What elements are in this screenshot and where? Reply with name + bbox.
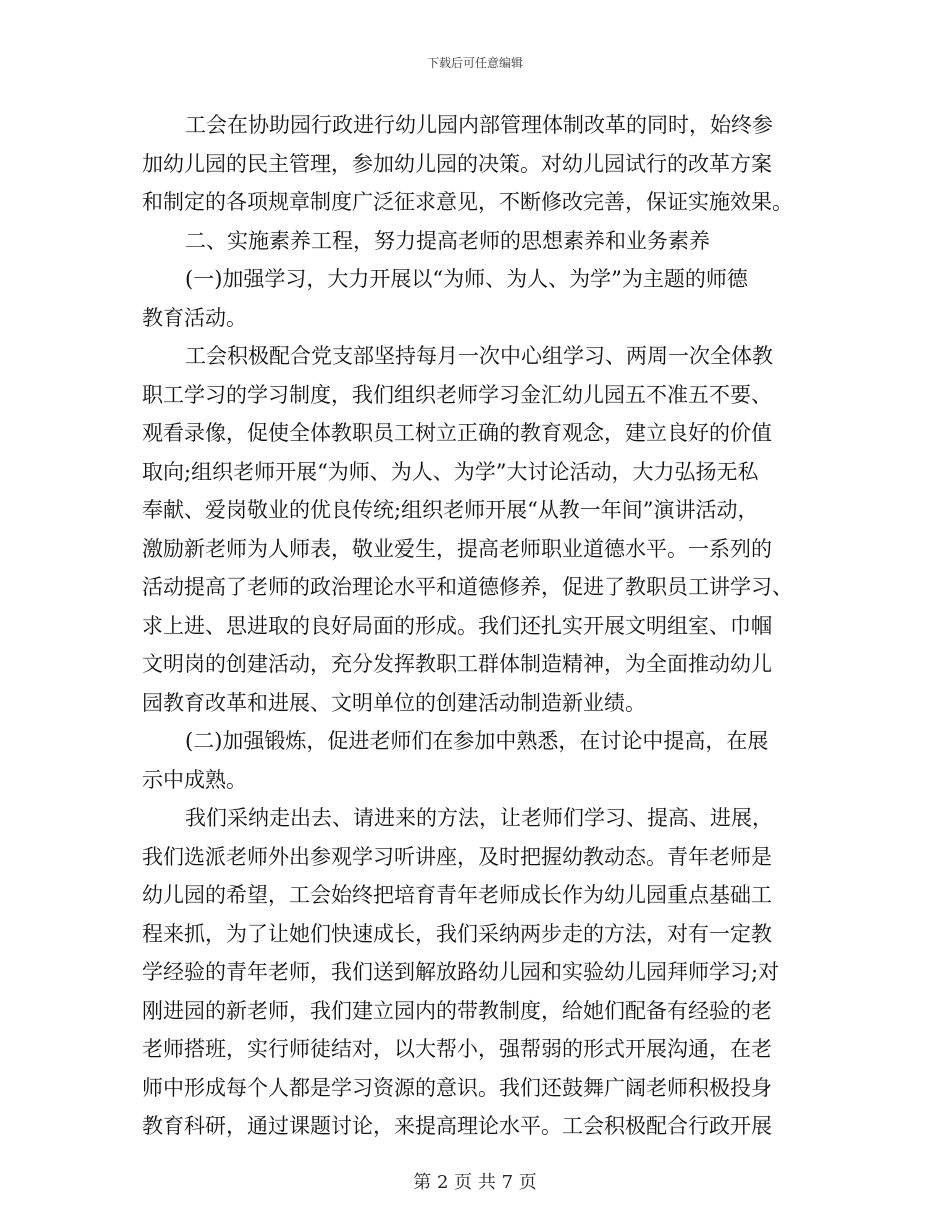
page-number-footer: 第 2 页 共 7 页 (413, 1172, 537, 1193)
page-header-note: 下载后可任意编辑 (426, 56, 523, 70)
text-line: 活动提高了老师的政治理论水平和道德修养，促进了教职员工讲学习、 (142, 575, 793, 599)
subsection-heading: (一)加强学习，大力开展以“为师、为人、为学”为主题的师德 (185, 267, 748, 291)
text-line: 刚进园的新老师，我们建立园内的带教制度，给她们配备有经验的老 (142, 998, 772, 1023)
text-line: 求上进、思进取的良好局面的形成。我们还扎实开展文明组室、巾帼 (142, 613, 772, 638)
text-line: 老师搭班，实行师徒结对，以大帮小，强帮弱的形式开展沟通，在老 (142, 1037, 772, 1061)
subsection-heading: (二)加强锻炼，促进老师们在参加中熟悉，在讨论中提高，在展 (185, 729, 769, 753)
subsection-heading-cont: 示中成熟。 (142, 767, 247, 792)
subsection-heading-cont: 教育活动。 (142, 305, 247, 330)
text-line: 学经验的青年老师，我们送到解放路幼儿园和实验幼儿园拜师学习;对 (142, 960, 780, 984)
text-line: 奉献、爱岗敬业的优良传统;组织老师开展“从教一年间”演讲活动， (142, 498, 759, 522)
text-line: 职工学习的学习制度，我们组织老师学习金汇幼儿园五不准五不要、 (142, 382, 772, 407)
text-line: 我们选派老师外出参观学习听讲座，及时把握幼教动态。青年老师是 (142, 844, 772, 869)
text-line: 我们采纳走出去、请进来的方法，让老师们学习、提高、进展， (185, 806, 773, 830)
text-line: 工会积极配合党支部坚持每月一次中心组学习、两周一次全体教 (185, 344, 773, 368)
text-line: 程来抓，为了让她们快速成长，我们采纳两步走的方法，对有一定教 (142, 921, 772, 946)
document-body (142, 106, 814, 1146)
section-heading: 二、实施素养工程，努力提高老师的思想素养和业务素养 (185, 228, 710, 253)
text-line: 观看录像，促使全体教职员工树立正确的教育观念，建立良好的价值 (142, 421, 772, 445)
text-line: 教育科研，通过课题讨论，来提高理论水平。工会积极配合行政开展 (142, 1114, 772, 1138)
text-line: 文明岗的创建活动，充分发挥教职工群体制造精神，为全面推动幼儿 (142, 652, 772, 676)
text-line: 和制定的各项规章制度广泛征求意见，不断修改完善，保证实施效果。 (142, 190, 793, 214)
text-line: 幼儿园的希望，工会始终把培育青年老师成长作为幼儿园重点基础工 (142, 883, 772, 907)
text-line: 加幼儿园的民主管理，参加幼儿园的决策。对幼儿园试行的改革方案 (142, 151, 772, 176)
text-line: 师中形成每个人都是学习资源的意识。我们还鼓舞广阔老师积极投身 (142, 1075, 772, 1100)
text-line: 激励新老师为人师表，敬业爱生，提高老师职业道德水平。一系列的 (142, 536, 772, 561)
text-line: 取向;组织老师开展“为师、为人、为学”大讨论活动，大力弘扬无私 (142, 459, 759, 484)
text-line: 园教育改革和进展、文明单位的创建活动制造新业绩。 (142, 690, 646, 715)
text-line: 工会在协助园行政进行幼儿园内部管理体制改革的同时，始终参 (185, 113, 773, 137)
